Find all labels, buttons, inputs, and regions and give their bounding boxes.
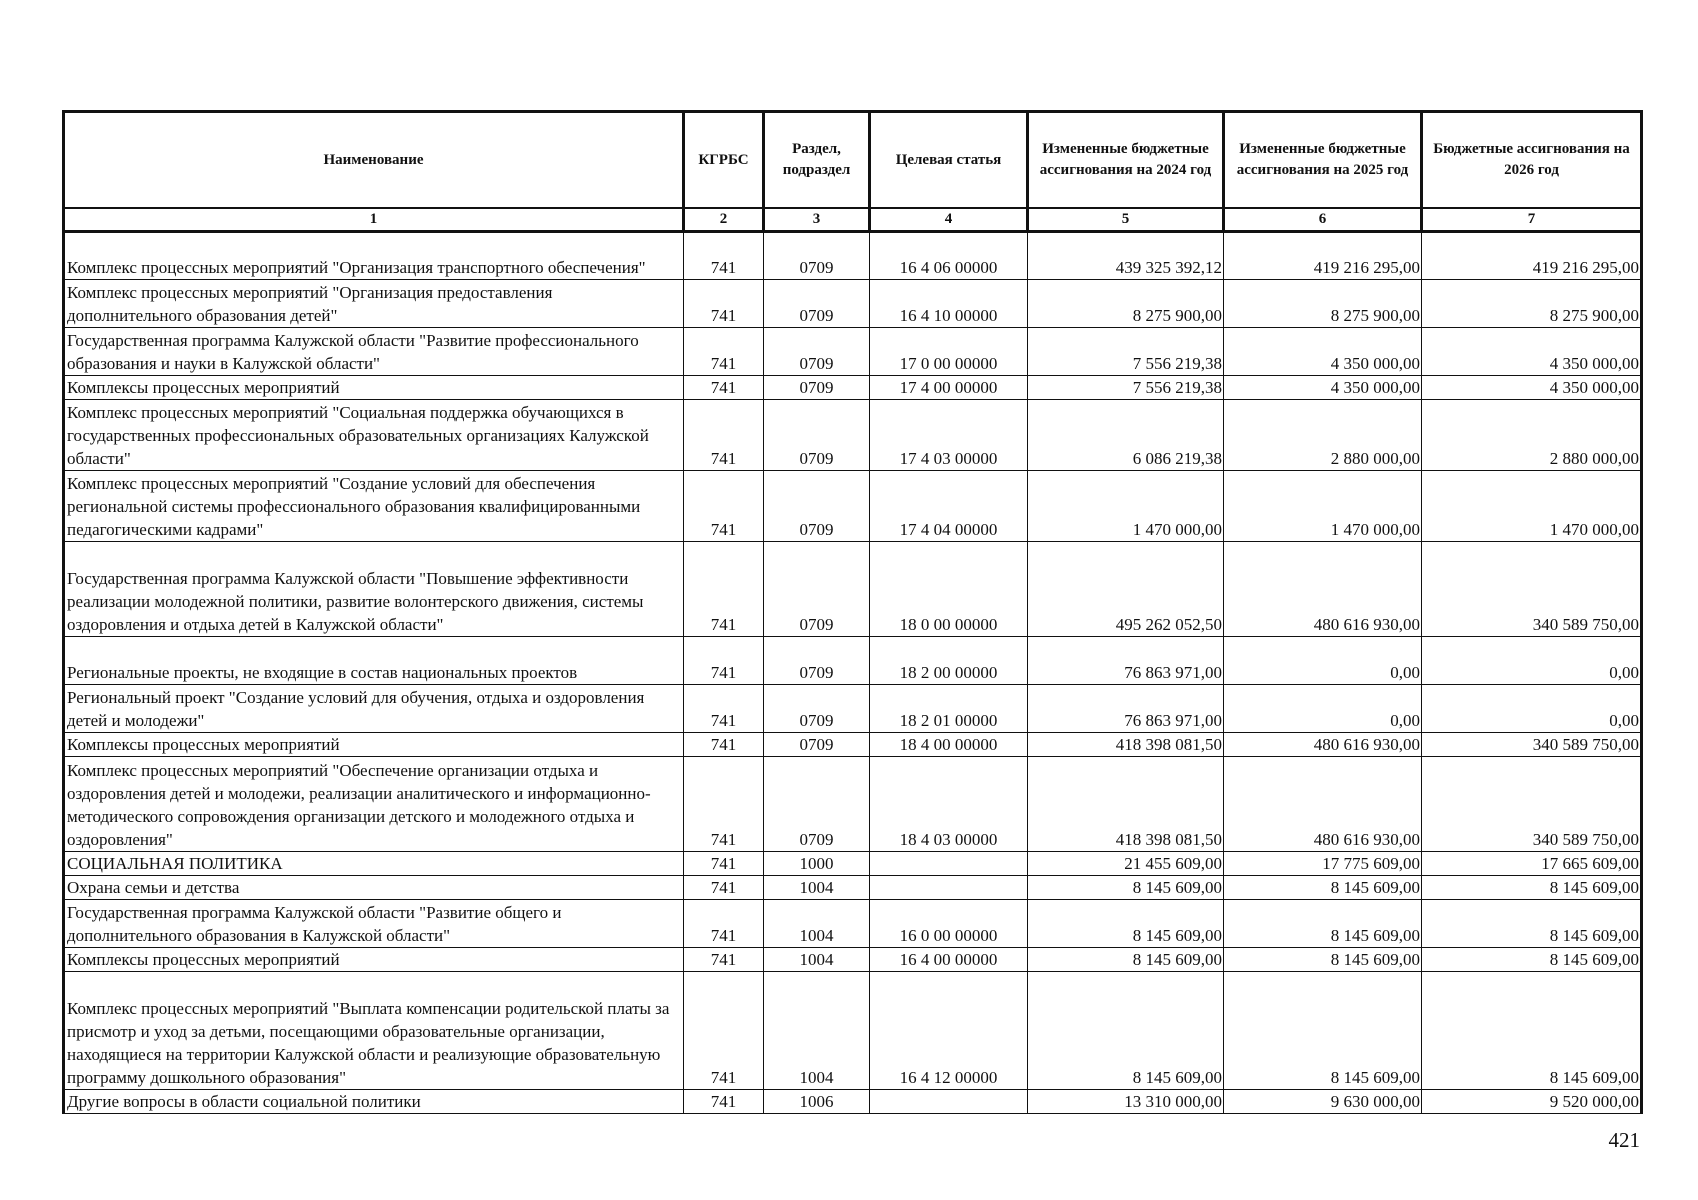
cell-amount-2024: 8 275 900,00: [1028, 280, 1224, 328]
cell-target-article: 18 4 03 00000: [870, 757, 1028, 852]
table-body: [64, 232, 1642, 1114]
header-target-article: Целевая статья: [870, 112, 1028, 209]
cell-target-article: 17 4 03 00000: [870, 400, 1028, 471]
column-number-row: [64, 208, 1642, 232]
cell-name: Государственная программа Калужской области "Развитие общего и дополнительного образования в Калужской области": [64, 900, 684, 948]
cell-kgrbs: 741: [684, 637, 764, 685]
header-2026: Бюджетные ассигнования на 2026 год: [1422, 112, 1642, 209]
cell-target-article: 17 0 00 00000: [870, 328, 1028, 376]
table-row: [64, 852, 1642, 876]
cell-target-article: 18 2 01 00000: [870, 685, 1028, 733]
cell-amount-2026: 0,00: [1422, 685, 1642, 733]
cell-amount-2025: 480 616 930,00: [1224, 757, 1422, 852]
cell-amount-2024: 8 145 609,00: [1028, 900, 1224, 948]
budget-table-container: [62, 110, 1640, 1114]
cell-kgrbs: 741: [684, 948, 764, 972]
header-name: Наименование: [64, 112, 684, 209]
cell-kgrbs: 741: [684, 471, 764, 542]
cell-amount-2026: 340 589 750,00: [1422, 733, 1642, 757]
cell-kgrbs: 741: [684, 328, 764, 376]
cell-amount-2026: 419 216 295,00: [1422, 232, 1642, 280]
header-kgrbs: КГРБС: [684, 112, 764, 209]
cell-kgrbs: 741: [684, 280, 764, 328]
cell-amount-2024: 76 863 971,00: [1028, 685, 1224, 733]
cell-target-article: 16 4 12 00000: [870, 972, 1028, 1090]
cell-amount-2025: 480 616 930,00: [1224, 542, 1422, 637]
cell-amount-2025: 480 616 930,00: [1224, 733, 1422, 757]
cell-target-article: [870, 852, 1028, 876]
page-number: 421: [1608, 1128, 1640, 1152]
header-2025: Измененные бюджетные ассигнования на 2025 год: [1224, 112, 1422, 209]
cell-amount-2025: 8 145 609,00: [1224, 876, 1422, 900]
cell-amount-2025: 0,00: [1224, 637, 1422, 685]
cell-amount-2025: 4 350 000,00: [1224, 376, 1422, 400]
table-row: [64, 1090, 1642, 1114]
column-number: 2: [684, 208, 764, 232]
column-number: 6: [1224, 208, 1422, 232]
table-header: [64, 112, 1642, 232]
cell-amount-2026: 8 145 609,00: [1422, 972, 1642, 1090]
column-number: 5: [1028, 208, 1224, 232]
cell-razdel: 1004: [764, 876, 870, 900]
cell-razdel: 1000: [764, 852, 870, 876]
cell-amount-2024: 8 145 609,00: [1028, 876, 1224, 900]
table-row: [64, 733, 1642, 757]
cell-kgrbs: 741: [684, 972, 764, 1090]
table-row: [64, 685, 1642, 733]
cell-name: Региональные проекты, не входящие в состав национальных проектов: [64, 637, 684, 685]
cell-amount-2024: 13 310 000,00: [1028, 1090, 1224, 1114]
cell-amount-2026: 8 275 900,00: [1422, 280, 1642, 328]
table-row: [64, 280, 1642, 328]
cell-amount-2026: 4 350 000,00: [1422, 328, 1642, 376]
table-row: [64, 948, 1642, 972]
header-2024: Измененные бюджетные ассигнования на 2024 год: [1028, 112, 1224, 209]
cell-amount-2024: 418 398 081,50: [1028, 733, 1224, 757]
table-row: [64, 542, 1642, 637]
cell-name: Комплексы процессных мероприятий: [64, 948, 684, 972]
cell-amount-2025: 419 216 295,00: [1224, 232, 1422, 280]
cell-razdel: 0709: [764, 328, 870, 376]
cell-amount-2024: 7 556 219,38: [1028, 376, 1224, 400]
header-row: [64, 112, 1642, 209]
table-row: [64, 876, 1642, 900]
cell-kgrbs: 741: [684, 1090, 764, 1114]
header-razdel: Раздел, подраздел: [764, 112, 870, 209]
cell-amount-2025: 8 145 609,00: [1224, 900, 1422, 948]
cell-razdel: 0709: [764, 757, 870, 852]
table-row: [64, 900, 1642, 948]
column-number: 3: [764, 208, 870, 232]
cell-amount-2026: 8 145 609,00: [1422, 948, 1642, 972]
cell-razdel: 1006: [764, 1090, 870, 1114]
cell-amount-2025: 8 145 609,00: [1224, 972, 1422, 1090]
cell-kgrbs: 741: [684, 376, 764, 400]
cell-name: Комплекс процессных мероприятий "Организация предоставления дополнительного образования детей": [64, 280, 684, 328]
cell-razdel: 0709: [764, 232, 870, 280]
cell-kgrbs: 741: [684, 685, 764, 733]
cell-amount-2024: 7 556 219,38: [1028, 328, 1224, 376]
cell-amount-2024: 439 325 392,12: [1028, 232, 1224, 280]
cell-target-article: 18 2 00 00000: [870, 637, 1028, 685]
cell-amount-2025: 8 145 609,00: [1224, 948, 1422, 972]
cell-amount-2025: 2 880 000,00: [1224, 400, 1422, 471]
cell-razdel: 1004: [764, 972, 870, 1090]
column-number: 7: [1422, 208, 1642, 232]
table-row: [64, 757, 1642, 852]
cell-razdel: 0709: [764, 400, 870, 471]
cell-amount-2026: 340 589 750,00: [1422, 542, 1642, 637]
cell-amount-2025: 8 275 900,00: [1224, 280, 1422, 328]
cell-kgrbs: 741: [684, 852, 764, 876]
cell-amount-2025: 9 630 000,00: [1224, 1090, 1422, 1114]
cell-amount-2025: 1 470 000,00: [1224, 471, 1422, 542]
table-row: [64, 232, 1642, 280]
table-row: [64, 328, 1642, 376]
cell-amount-2026: 17 665 609,00: [1422, 852, 1642, 876]
cell-target-article: 18 0 00 00000: [870, 542, 1028, 637]
cell-razdel: 0709: [764, 637, 870, 685]
cell-amount-2025: 4 350 000,00: [1224, 328, 1422, 376]
cell-amount-2024: 76 863 971,00: [1028, 637, 1224, 685]
cell-razdel: 0709: [764, 685, 870, 733]
cell-name: Охрана семьи и детства: [64, 876, 684, 900]
cell-name: Государственная программа Калужской области "Развитие профессионального образования и науки в Калужской области": [64, 328, 684, 376]
cell-amount-2026: 1 470 000,00: [1422, 471, 1642, 542]
cell-amount-2026: 9 520 000,00: [1422, 1090, 1642, 1114]
cell-amount-2026: 4 350 000,00: [1422, 376, 1642, 400]
cell-amount-2024: 6 086 219,38: [1028, 400, 1224, 471]
cell-razdel: 0709: [764, 542, 870, 637]
cell-kgrbs: 741: [684, 757, 764, 852]
column-number: 4: [870, 208, 1028, 232]
cell-amount-2024: 418 398 081,50: [1028, 757, 1224, 852]
cell-razdel: 0709: [764, 733, 870, 757]
cell-kgrbs: 741: [684, 400, 764, 471]
cell-target-article: 16 0 00 00000: [870, 900, 1028, 948]
cell-amount-2025: 0,00: [1224, 685, 1422, 733]
cell-amount-2025: 17 775 609,00: [1224, 852, 1422, 876]
cell-razdel: 1004: [764, 900, 870, 948]
budget-table: [62, 110, 1643, 1114]
cell-amount-2024: 8 145 609,00: [1028, 948, 1224, 972]
cell-name: Комплекс процессных мероприятий "Выплата компенсации родительской платы за присмотр и уход за детьми, посещающими образовательные организации, находящиеся на территории Калужской области и реализующие образовательную программу дошкольного образования": [64, 972, 684, 1090]
cell-razdel: 1004: [764, 948, 870, 972]
cell-kgrbs: 741: [684, 900, 764, 948]
table-row: [64, 400, 1642, 471]
table-row: [64, 376, 1642, 400]
cell-razdel: 0709: [764, 280, 870, 328]
cell-kgrbs: 741: [684, 232, 764, 280]
cell-target-article: 18 4 00 00000: [870, 733, 1028, 757]
cell-razdel: 0709: [764, 376, 870, 400]
table-row: [64, 471, 1642, 542]
cell-name: Комплекс процессных мероприятий "Создание условий для обеспечения региональной системы профессионального образования квалифицированными педагогическими кадрами": [64, 471, 684, 542]
cell-amount-2026: 8 145 609,00: [1422, 900, 1642, 948]
cell-name: Другие вопросы в области социальной политики: [64, 1090, 684, 1114]
cell-target-article: [870, 1090, 1028, 1114]
cell-kgrbs: 741: [684, 542, 764, 637]
cell-amount-2024: 495 262 052,50: [1028, 542, 1224, 637]
cell-kgrbs: 741: [684, 876, 764, 900]
cell-amount-2026: 0,00: [1422, 637, 1642, 685]
cell-name: Комплексы процессных мероприятий: [64, 733, 684, 757]
cell-name: СОЦИАЛЬНАЯ ПОЛИТИКА: [64, 852, 684, 876]
column-number: 1: [64, 208, 684, 232]
cell-kgrbs: 741: [684, 733, 764, 757]
table-row: [64, 637, 1642, 685]
cell-amount-2024: 1 470 000,00: [1028, 471, 1224, 542]
cell-name: Комплекс процессных мероприятий "Организация транспортного обеспечения": [64, 232, 684, 280]
cell-target-article: 16 4 06 00000: [870, 232, 1028, 280]
table-row: [64, 972, 1642, 1090]
cell-name: Комплексы процессных мероприятий: [64, 376, 684, 400]
cell-amount-2026: 340 589 750,00: [1422, 757, 1642, 852]
cell-name: Государственная программа Калужской области "Повышение эффективности реализации молодежной политики, развитие волонтерского движения, системы оздоровления и отдыха детей в Калужской области": [64, 542, 684, 637]
cell-amount-2026: 2 880 000,00: [1422, 400, 1642, 471]
cell-amount-2026: 8 145 609,00: [1422, 876, 1642, 900]
cell-target-article: 17 4 00 00000: [870, 376, 1028, 400]
cell-name: Региональный проект "Создание условий для обучения, отдыха и оздоровления детей и молодежи": [64, 685, 684, 733]
cell-amount-2024: 8 145 609,00: [1028, 972, 1224, 1090]
cell-target-article: 16 4 00 00000: [870, 948, 1028, 972]
cell-target-article: 17 4 04 00000: [870, 471, 1028, 542]
cell-target-article: 16 4 10 00000: [870, 280, 1028, 328]
cell-amount-2024: 21 455 609,00: [1028, 852, 1224, 876]
cell-target-article: [870, 876, 1028, 900]
cell-razdel: 0709: [764, 471, 870, 542]
cell-name: Комплекс процессных мероприятий "Обеспечение организации отдыха и оздоровления детей и молодежи, реализации аналитического и информационно-методического сопровождения организации детского и молодежного отдыха и оздоровления": [64, 757, 684, 852]
cell-name: Комплекс процессных мероприятий "Социальная поддержка обучающихся в государственных профессиональных образовательных организациях Калужской области": [64, 400, 684, 471]
